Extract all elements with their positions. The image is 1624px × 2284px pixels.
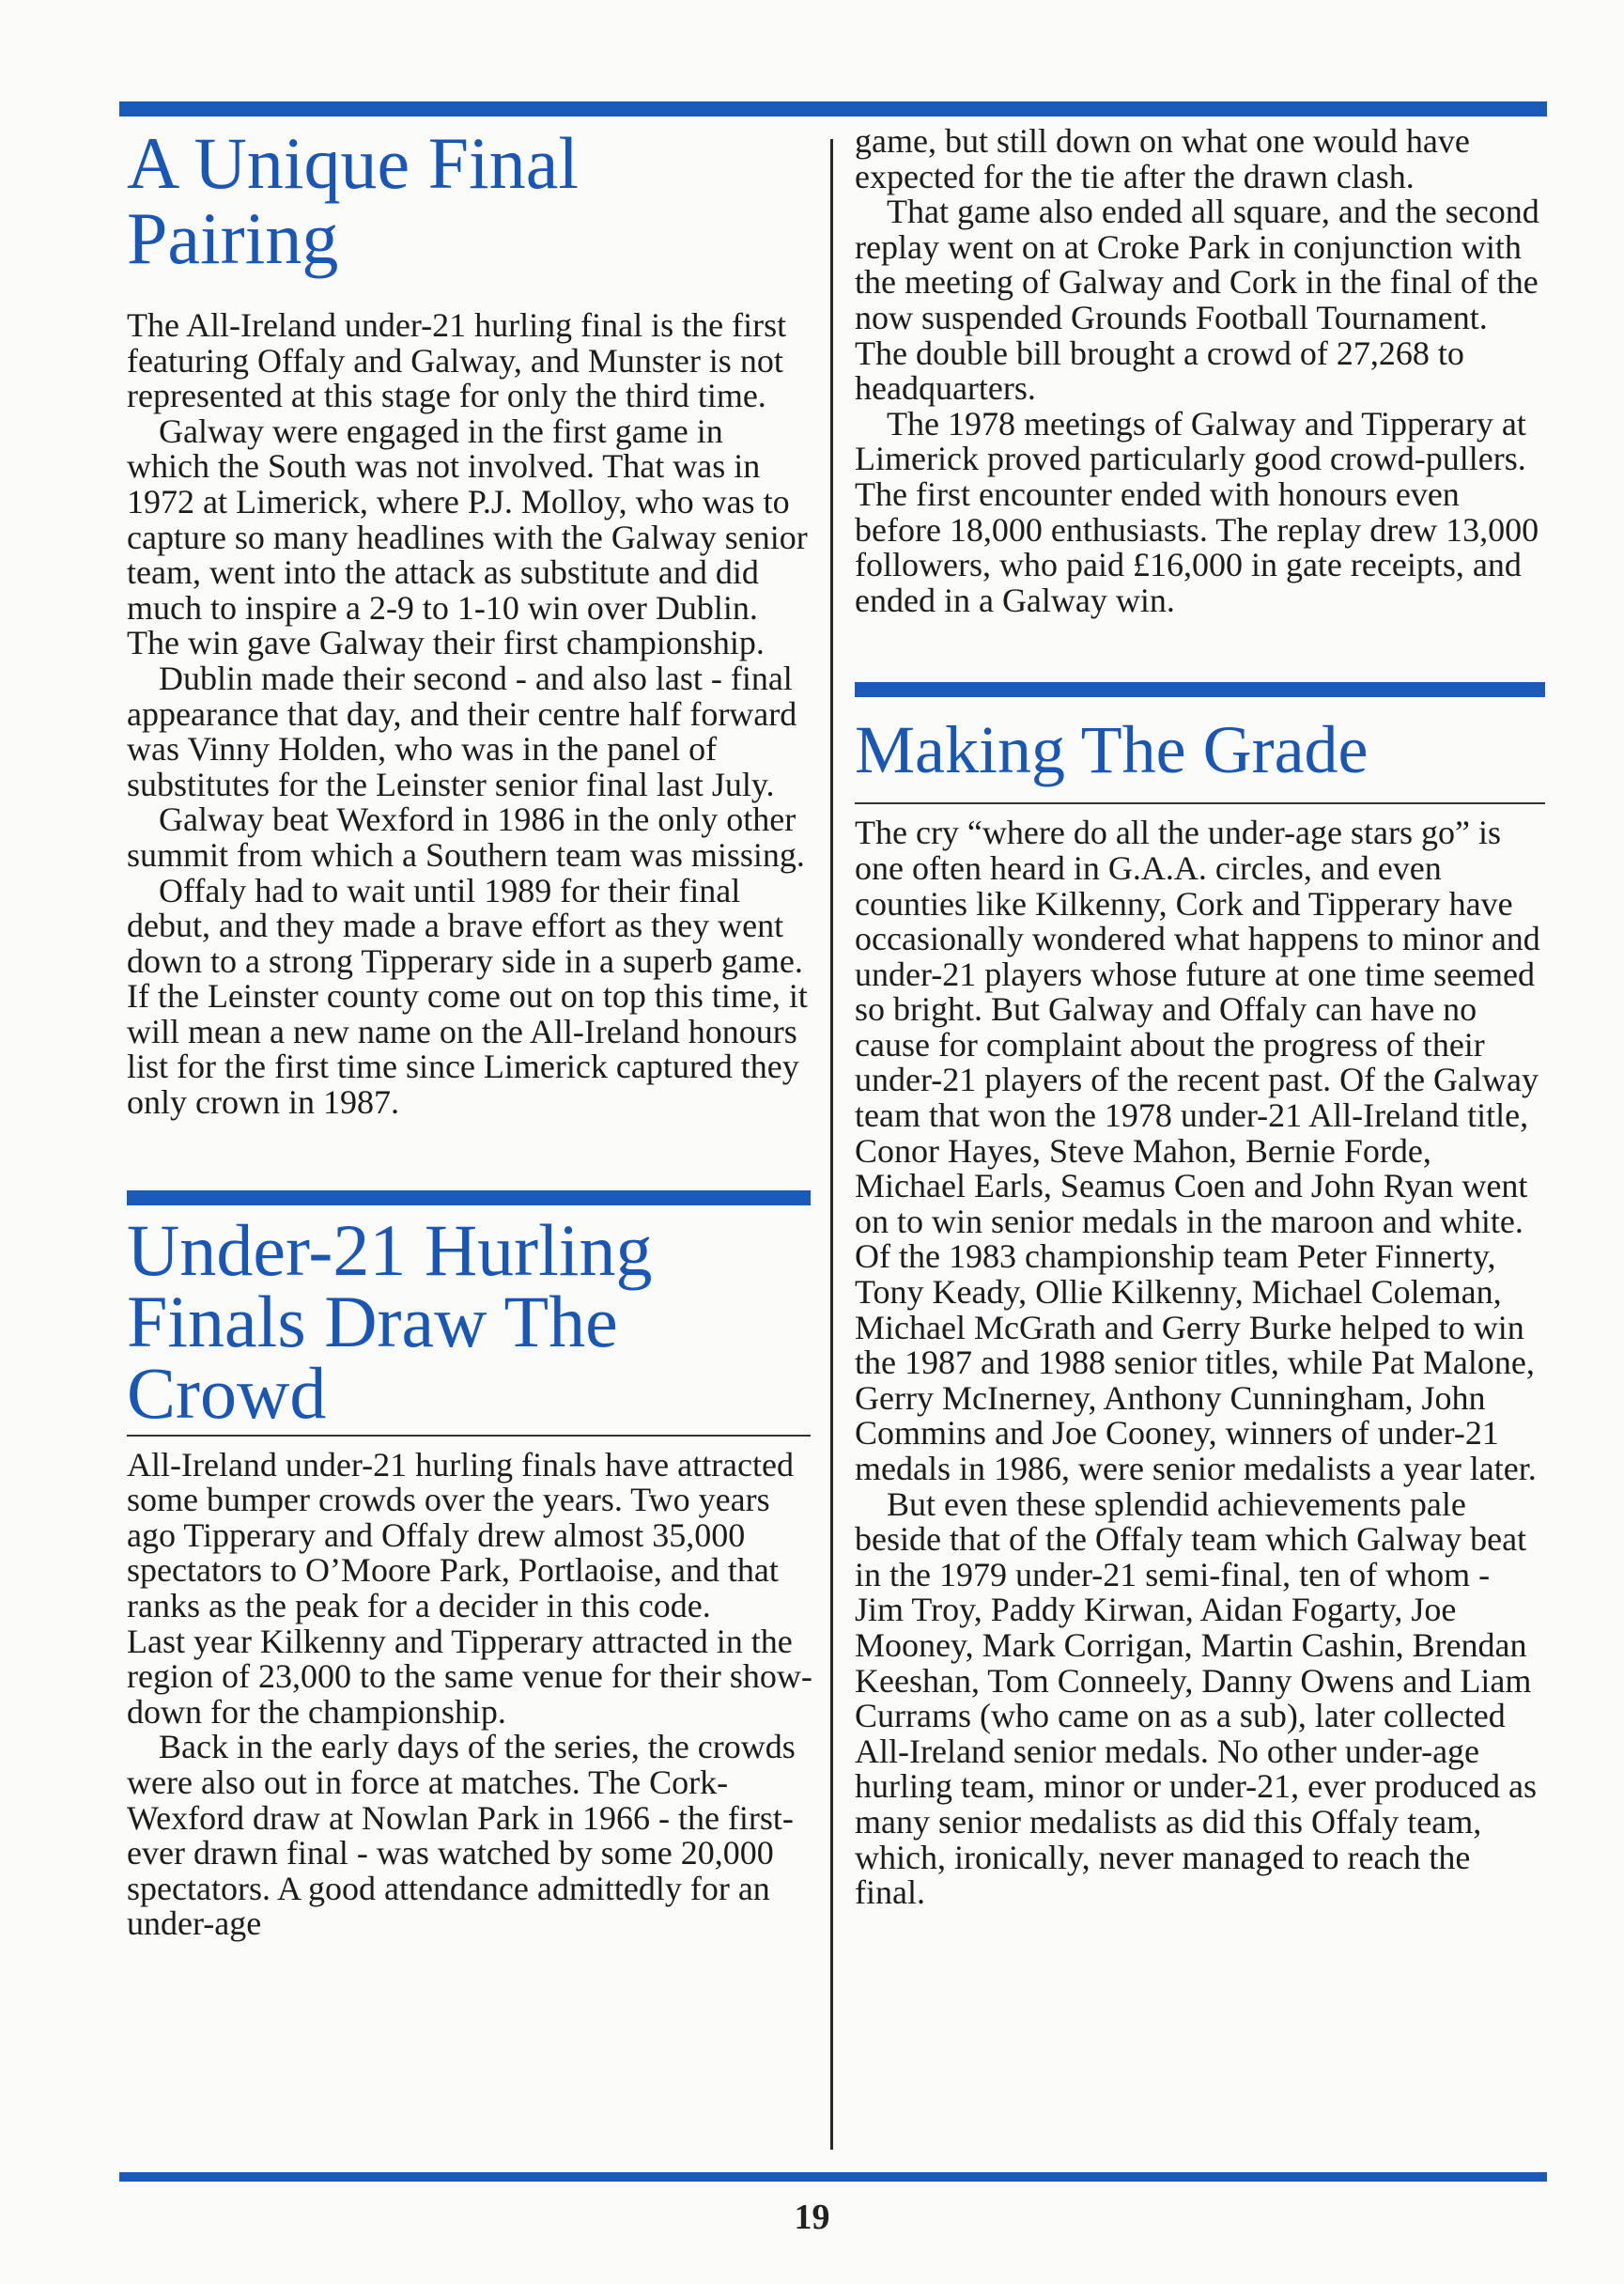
section-blue-rule: [855, 682, 1545, 697]
section-thin-rule: [127, 1435, 811, 1437]
paragraph: The cry “where do all the under-age stars go” is one often heard in G.A.A. circles, and even counties like Kilkenny, Cork and Tipperary have occasionally wondered what happens to minor and under-21 players whose future at one time seemed so bright. But Galway and Offaly can have no cause for complaint about the progress of their under-21 players of the recent past. Of the Galway team that won the 1978 under-21 All-Ireland title, Conor Hayes, Steve Mahon, Bernie Forde, Michael Earls, Seamus Coen and John Ryan went on to win senior medals in the maroon and white. Of the 1983 championship team Peter Finnerty, Tony Keady, Ollie Kilkenny, Michael Coleman, Michael McGrath and Gerry Burke helped to win the 1987 and 1988 senior titles, while Pat Malone, Gerry McInerney, Anthony Cunningham, John Commins and Joe Cooney, winners of under-21 medals in 1986, were senior medalists a year later.: [855, 814, 1540, 1487]
article-unique-final: [127, 308, 812, 1121]
paragraph: Offaly had to wait until 1989 for their final debut, and they made a brave effort as they went down to a strong Tipperary side in a superb game. If the Leinster county come out on top this time, it will mean a new name on the All-Ireland honours list for the first time since Limerick captured they only crown in 1987.: [127, 871, 808, 1122]
paragraph: All-Ireland under-21 hurling finals have attracted some bumper crowds over the years. Two years ago Tipperary and Offaly drew almost 35,000 spectators to O’Moore Park, Portlaoise, and that ranks as the peak for a decider in this code.: [127, 1445, 794, 1625]
title-line: Under-21 Hurling: [127, 1208, 653, 1291]
section-blue-rule: [127, 1190, 811, 1205]
left-column: [127, 122, 812, 1942]
column-divider: [830, 139, 833, 2150]
paragraph: Last year Kilkenny and Tipperary attracted in the region of 23,000 to the same venue for their show-down for the championship.: [127, 1622, 812, 1731]
paragraph: Dublin made their second - and also last - final appearance that day, and their centre half forward was Vinny Holden, who was in the panel of substitutes for the Leinster senior final last July.: [127, 659, 797, 803]
article-continued: [855, 124, 1545, 618]
paragraph: The All-Ireland under-21 hurling final is the first featuring Offaly and Galway, and Munster is not represented at this stage for only the third time.: [127, 306, 787, 415]
page-number: 19: [794, 2198, 830, 2237]
article-making-the-grade: [855, 816, 1545, 1910]
title-line: Finals Draw The: [127, 1280, 618, 1362]
article-under21-crowd: [127, 1445, 812, 1943]
paragraph: game, but still down on what one would have expected for the tie after the drawn clash.: [855, 122, 1470, 195]
title-line: Pairing: [127, 197, 339, 279]
paragraph: Back in the early days of the series, the crowds were also out in force at matches. The Cork-Wexford draw at Nowlan Park in 1966 - the first-ever drawn final - was watched by some 20,000 spectators. A good attendance admittedly for an under-age: [127, 1728, 796, 1943]
section-title-under21-crowd: [127, 1208, 812, 1434]
paragraph: The 1978 meetings of Galway and Tipperary at Limerick proved particularly good crowd-pullers. The first encounter ended with honours even before 18,000 enthusiasts. The replay drew 13,000 followers, who paid £16,000 in gate receipts, and ended in a Galway win.: [855, 404, 1539, 619]
paragraph: Galway were engaged in the first game in which the South was not involved. That was in 1972 at Limerick, where P.J. Molloy, who was to capture so many headlines with the Galway senior team, went into the attack as substitute and did much to inspire a 2-9 to 1-10 win over Dublin. The win gave Galway their first championship.: [127, 412, 808, 662]
bottom-blue-rule: [119, 2172, 1547, 2182]
title-line: A Unique Final: [127, 122, 579, 204]
right-column: [855, 124, 1545, 1911]
paragraph: Galway beat Wexford in 1986 in the only other summit from which a Southern team was missing.: [127, 800, 805, 874]
section-thin-rule: [855, 802, 1545, 804]
section-title-making-the-grade: Making The Grade: [855, 712, 1369, 788]
paragraph: That game also ended all square, and the second replay went on at Croke Park in conjunction with the meeting of Galway and Cork in the final of the now suspended Grounds Football Tournament. The double bill brought a crowd of 27,268 to headquarters.: [855, 193, 1539, 408]
top-blue-rule: [119, 101, 1547, 117]
section-title-unique-final: [127, 122, 812, 279]
title-line: Crowd: [127, 1351, 327, 1434]
paragraph: But even these splendid achievements pale beside that of the Offaly team which Galway beat in the 1979 under-21 semi-final, ten of whom - Jim Troy, Paddy Kirwan, Aidan Fogarty, Joe Mooney, Mark Corrigan, Martin Cashin, Brendan Keeshan, Tom Conneely, Danny Owens and Liam Currams (who came on as a sub), later collected All-Ireland senior medals. No other under-age hurling team, minor or under-21, ever produced as many senior medalists as did this Offaly team, which, ironically, never managed to reach the final.: [855, 1484, 1538, 1912]
